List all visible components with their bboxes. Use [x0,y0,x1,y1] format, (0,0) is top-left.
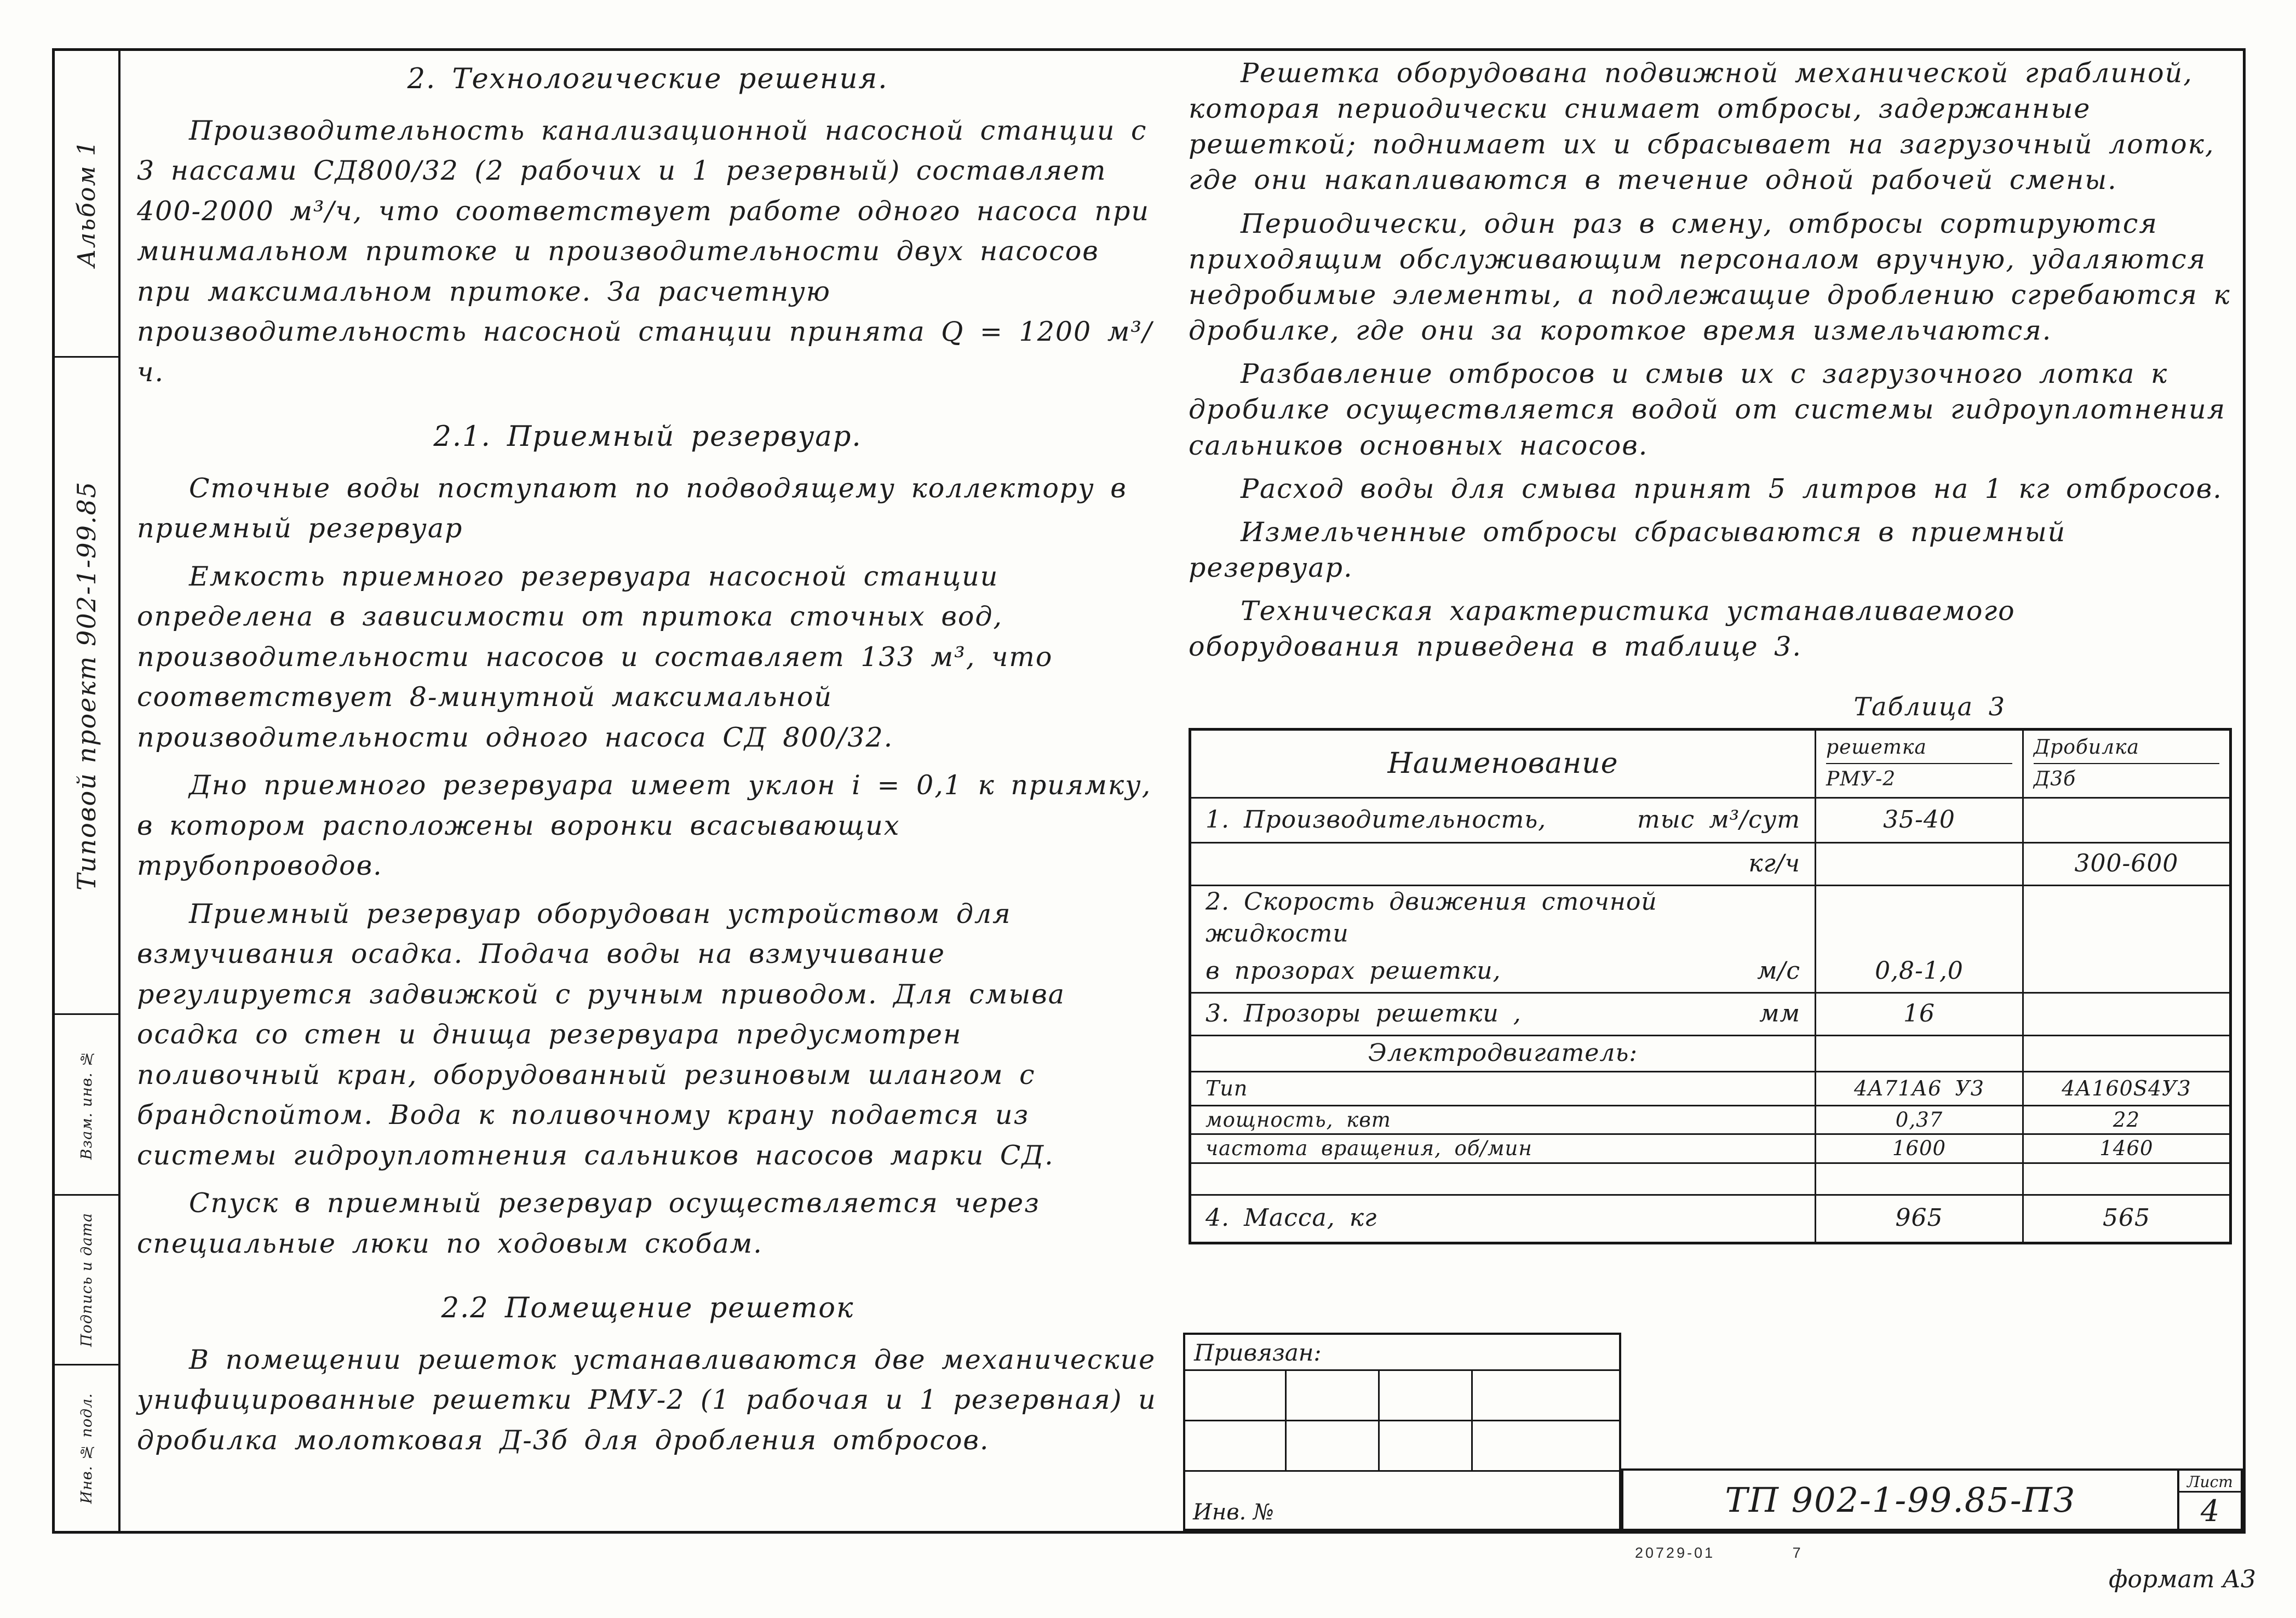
paragraph-volume: Емкость приемного резервуара насосной станции определена в зависимости от притока сточных вод, производительности насосов и составляет 133 м³, что соответствует 8-минутной максимальной производительности одного насоса СД 800/32. [137,560,1053,753]
cell-crusher-value [2023,797,2230,842]
binding-block [1183,1333,1621,1531]
paragraph-dilution: Разбавление отбросов и смыв их с загрузочного лотка к дробилке осуществляется водой от системы гидроуплотнения сальников основных насосов. [1189,358,2226,461]
paragraph-table-ref: Техническая характеристика устанавливаемого оборудования приведена в таблице 3. [1189,595,2016,663]
binding-label: Привязан: [1185,1335,1619,1371]
row-name: 3. Прозоры решетки , [1206,1000,1522,1028]
print-page-number: 7 [1792,1545,1803,1561]
paragraph-screens: В помещении решеток устанавливаются две механические унифицированные решетки РМУ-2 (1 рабочая и 1 резервная) и дробилка молотковая Д-3б для дробления отбросов. [137,1344,1157,1456]
table-row [1190,797,2231,842]
cell-crusher-value [2023,950,2230,993]
table-row [1190,1036,2231,1072]
document-number: ТП 902-1-99.85-ПЗ [1623,1471,2179,1529]
cell-grate-value [1816,1036,2023,1072]
left-text-column [137,59,1158,1468]
left-margin-strip [55,51,120,1531]
titleblock-cell [1380,1371,1473,1421]
cell-name [1190,993,1816,1036]
table-row [1190,993,2231,1036]
cell-name [1190,842,1816,885]
inventory-label: Инв. № [1193,1500,1274,1525]
paragraph-inflow: Сточные воды поступают по подводящему коллектору в приемный резервуар [137,472,1127,544]
column-header-grate-line1: решетка [1826,735,2012,764]
table-row [1190,1072,2231,1106]
titleblock-cell [1473,1371,1619,1421]
table-row [1190,1134,2231,1163]
cell-crusher-value [2023,885,2230,950]
cell-grate-value: 1600 [1816,1134,2023,1163]
paragraph-water: Расход воды для смыва принят 5 литров на 1 кг отбросов. [1241,473,2223,504]
titleblock-band [1621,1468,2243,1531]
titleblock-cell [1185,1371,1287,1421]
section-heading-screens: 2.2 Помещение решеток [441,1292,854,1324]
cell-crusher-value: 300-600 [2023,842,2230,885]
cell-grate-value: 4А71А6 У3 [1816,1072,2023,1106]
titleblock-cell [1185,1421,1287,1472]
cell-crusher-value: 565 [2023,1195,2230,1243]
binding-grid [1185,1371,1619,1472]
table-row [1190,1106,2231,1134]
cell-grate-value: 965 [1816,1195,2023,1243]
stamp-cell-inv [55,1365,118,1531]
row-name: Электродвигатель: [1368,1039,1638,1068]
table-row [1190,842,2231,885]
cell-name [1190,797,1816,842]
row-name: 4. Масса, кг [1206,1204,1377,1232]
row-name: Тип [1206,1076,1248,1101]
stamp-label-inv: Инв. № подл. [78,1392,95,1504]
row-name: 2. Скорость движения сточной жидкости [1206,887,1657,948]
cell-name [1190,1195,1816,1243]
titleblock-cell [1287,1371,1380,1421]
equipment-table [1189,728,2232,1244]
album-label: Альбом 1 [72,139,101,268]
cell-crusher-value: 1460 [2023,1134,2230,1163]
cell-name [1190,1163,1816,1195]
paragraph-capacity: Производительность канализационной насосной станции с 3 нассами СД800/32 (2 рабочих и 1 резервный) составляет 400-2000 м³/ч, что соответствует работе одного насоса при минимальном притоке и производительности двух насосов при максимальном притоке. За расчетную производительность насосной станции принята Q = 1200 м³/ч. [137,114,1153,388]
column-header-grate [1816,729,2023,797]
cell-grate-value: 16 [1816,993,2023,1036]
cell-name [1190,950,1816,993]
titleblock-cell [1473,1421,1619,1472]
cell-grate-value [1816,885,2023,950]
cell-crusher-value [2023,993,2230,1036]
table-caption: Таблица 3 [1853,691,2006,721]
column-header-grate-line2: РМУ-2 [1826,768,1896,791]
paragraph-crushed: Измельченные отбросы сбрасываются в приемный резервуар. [1189,516,2067,584]
stamp-label-podpis: Подпись и дата [78,1213,95,1347]
paragraph-flush: Приемный резервуар оборудован устройством для взмучивания осадка. Подача воды на взмучивание регулируется задвижкой с ручным приводом. Для смыва осадка со стен и днища резервуара предусмотрен поливочный кран, оборудованный резиновым шлангом с брандспойтом. Вода к поливочному крану подается из системы гидроуплотнения сальников насосов марки СД. [137,898,1065,1171]
paragraph-sorting: Периодически, один раз в смену, отбросы сортируются приходящим обслуживающим персоналом вручную, удаляются недробимые элементы, а подлежащие дроблению сгребаются к дробилке, где они за короткое время измельчаются. [1189,208,2231,347]
format-note: формат А3 [2109,1565,2256,1593]
cell-name [1190,885,1816,950]
row-name: частота вращения, об/мин [1206,1137,1532,1161]
print-code-line [1635,1545,1803,1562]
column-header-name: Наименование [1190,729,1816,797]
cell-crusher-value [2023,1036,2230,1072]
drawing-frame [52,48,2246,1534]
sheet-box [2179,1471,2241,1529]
stamp-cell-podpis [55,1196,118,1365]
cell-grate-value: 35-40 [1816,797,2023,842]
table-row [1190,885,2231,950]
row-unit: тыс м³/сут [1637,805,1801,834]
section-heading-tech-solutions: 2. Технологические решения. [407,63,888,95]
cell-grate-value: 0,37 [1816,1106,2023,1134]
section-heading-reservoir: 2.1. Приемный резервуар. [433,421,862,453]
row-name: в прозорах решетки, [1206,956,1501,985]
titleblock-cell [1380,1421,1473,1472]
cell-name [1190,1106,1816,1134]
project-label: Типовой проект 902-1-99.85 [72,480,101,891]
print-code: 20729-01 [1635,1545,1715,1561]
cell-grate-value: 0,8-1,0 [1816,950,2023,993]
cell-crusher-value: 22 [2023,1106,2230,1134]
titleblock-cell [1287,1421,1380,1472]
column-header-crusher-line1: Дробилка [2034,735,2219,764]
right-text-column [1189,55,2236,1244]
sheet-label: Лист [2179,1471,2241,1493]
cell-name [1190,1072,1816,1106]
column-header-crusher [2023,729,2230,797]
row-name: мощность, квт [1206,1108,1391,1132]
cell-crusher-value [2023,1163,2230,1195]
table-row [1190,1195,2231,1243]
inventory-row [1185,1472,1619,1529]
album-cell [55,51,118,358]
row-unit: кг/ч [1748,849,1801,877]
cell-crusher-value: 4А160S4У3 [2023,1072,2230,1106]
row-unit: мм [1759,1000,1801,1028]
cell-grate-value [1816,842,2023,885]
column-header-crusher-line2: Д3б [2033,768,2076,791]
table-header-row [1190,729,2231,797]
paragraph-access: Спуск в приемный резервуар осуществляется через специальные люки по ходовым скобам. [137,1187,1040,1259]
stamp-cell-vzam [55,1015,118,1196]
row-name: 1. Производительность, [1206,805,1547,834]
paragraph-slope: Дно приемного резервуара имеет уклон i = 0,1 к приямку, в котором расположены воронки всасывающих трубопроводов. [137,770,1152,881]
cell-name [1190,1134,1816,1163]
stamp-label-vzam: Взам. инв. № [78,1049,95,1160]
project-cell [55,358,118,1015]
table-row [1190,950,2231,993]
row-unit: м/с [1757,956,1801,985]
paragraph-rake: Решетка оборудована подвижной механической граблиной, которая периодически снимает отбросы, задержанные решеткой; поднимает их и сбрасывает на загрузочный лоток, где они накапливаются в течение одной рабочей смены. [1189,58,2215,196]
cell-name [1190,1036,1816,1072]
sheet-number: 4 [2200,1493,2220,1528]
cell-grate-value [1816,1163,2023,1195]
table-row-spacer [1190,1163,2231,1195]
